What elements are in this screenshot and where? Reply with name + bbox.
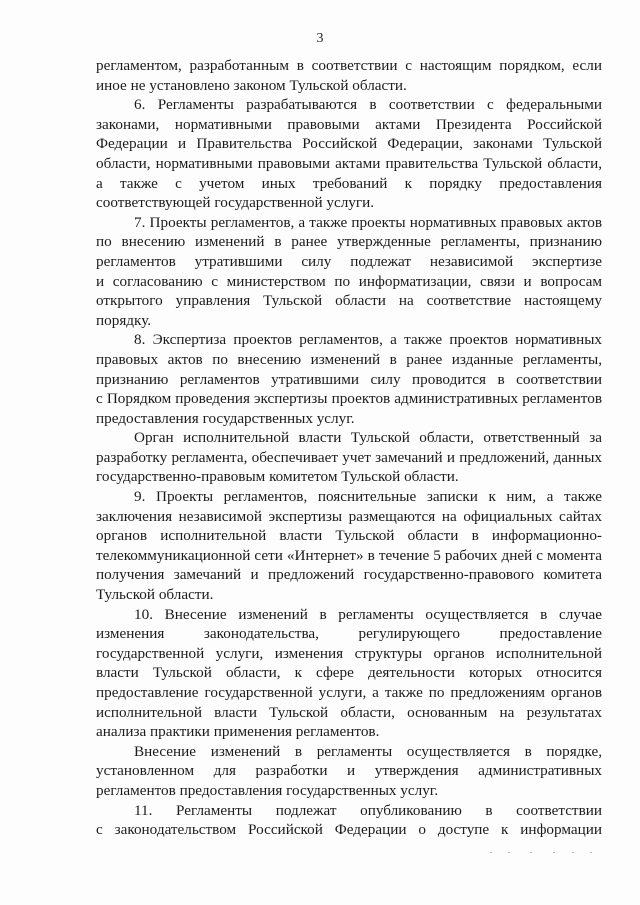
text-line: предоставление государственной услуги, а также по предложениям органов <box>96 684 602 701</box>
text-line: 11. Регламенты подлежат опубликованию в соответствии <box>134 801 602 819</box>
text-line: области, нормативными правовыми актами правительства Тульской области, <box>96 154 602 172</box>
scan-artifact-dots <box>490 852 600 854</box>
document-body <box>96 56 602 840</box>
text-line: 10. Внесение изменений в регламенты осуществляется в случае <box>134 605 602 623</box>
text-line: разработку регламента, обеспечивает учет замечаний и предложений, данных <box>96 448 602 466</box>
text-line: соответствующей государственной услуги. <box>96 194 375 212</box>
text-line: установленном для разработки и утверждения административных <box>96 762 602 780</box>
text-line: Федерации и Правительства Российской Федерации, законами Тульской <box>96 135 602 153</box>
text-line: порядку. <box>96 311 152 329</box>
text-line: государственной услуги, изменения структуры органов исполнительной <box>96 644 602 662</box>
text-line: заключения независимой экспертизы размещаются на официальных сайтах <box>96 507 602 525</box>
text-line: иное не установлено законом Тульской области. <box>96 76 407 94</box>
text-line: открытого управления Тульской области на соответствие настоящему <box>96 292 602 310</box>
text-line: предоставления государственных услуг. <box>96 409 355 427</box>
text-line: Орган исполнительной власти Тульской области, ответственный за <box>134 429 602 447</box>
text-line: анализа практики применения регламентов. <box>96 723 380 741</box>
text-line: регламентов утратившими силу подлежат независимой экспертизе <box>96 252 602 270</box>
text-line: правовых актов по внесению изменений в ранее изданные регламенты, <box>96 350 602 368</box>
text-line: и согласованию с министерством по информатизации, связи и вопросам <box>96 272 602 290</box>
text-line: 9. Проекты регламентов, пояснительные записки к ним, а также <box>134 488 602 506</box>
text-line: с законодательством Российской Федерации о доступе к информации <box>96 821 602 839</box>
text-line: исполнительной власти Тульской области, основанным на результатах <box>96 703 602 721</box>
text-line: власти Тульской области, к сфере деятельности которых относится <box>96 664 602 682</box>
text-line: телекоммуникационной сети «Интернет» в течение 5 рабочих дней с момента <box>96 546 602 564</box>
text-line: по внесению изменений в ранее утвержденные регламенты, признанию <box>96 233 602 251</box>
text-line: 8. Экспертиза проектов регламентов, а также проектов нормативных <box>134 331 602 349</box>
text-line: получения замечаний и предложений государственно-правового комитета <box>96 566 602 584</box>
text-line: Внесение изменений в регламенты осуществляется в порядке, <box>134 742 602 760</box>
text-line: Тульской области. <box>96 586 214 604</box>
page-number: 3 <box>316 31 324 46</box>
text-line: законами, нормативными правовыми актами Президента Российской <box>96 115 602 133</box>
text-line: изменения законодательства, регулирующего предоставление <box>96 625 602 643</box>
text-line: регламентом, разработанным в соответствии с настоящим порядком, если <box>96 57 602 74</box>
text-line: государственно-правовым комитетом Тульской области. <box>96 468 459 486</box>
text-line: а также с учетом иных требований к порядку предоставления <box>96 174 602 192</box>
text-line: 7. Проекты регламентов, а также проекты нормативных правовых актов <box>134 213 602 231</box>
text-line: признанию регламентов утратившими силу проводится в соответствии <box>96 370 602 388</box>
text-line: органов исполнительной власти Тульской области в информационно- <box>96 527 602 545</box>
text-line: с Порядком проведения экспертизы проектов административных регламентов <box>96 390 602 408</box>
text-line: регламентов предоставления государственных услуг. <box>96 781 439 799</box>
text-line: 6. Регламенты разрабатываются в соответствии с федеральными <box>134 96 602 114</box>
